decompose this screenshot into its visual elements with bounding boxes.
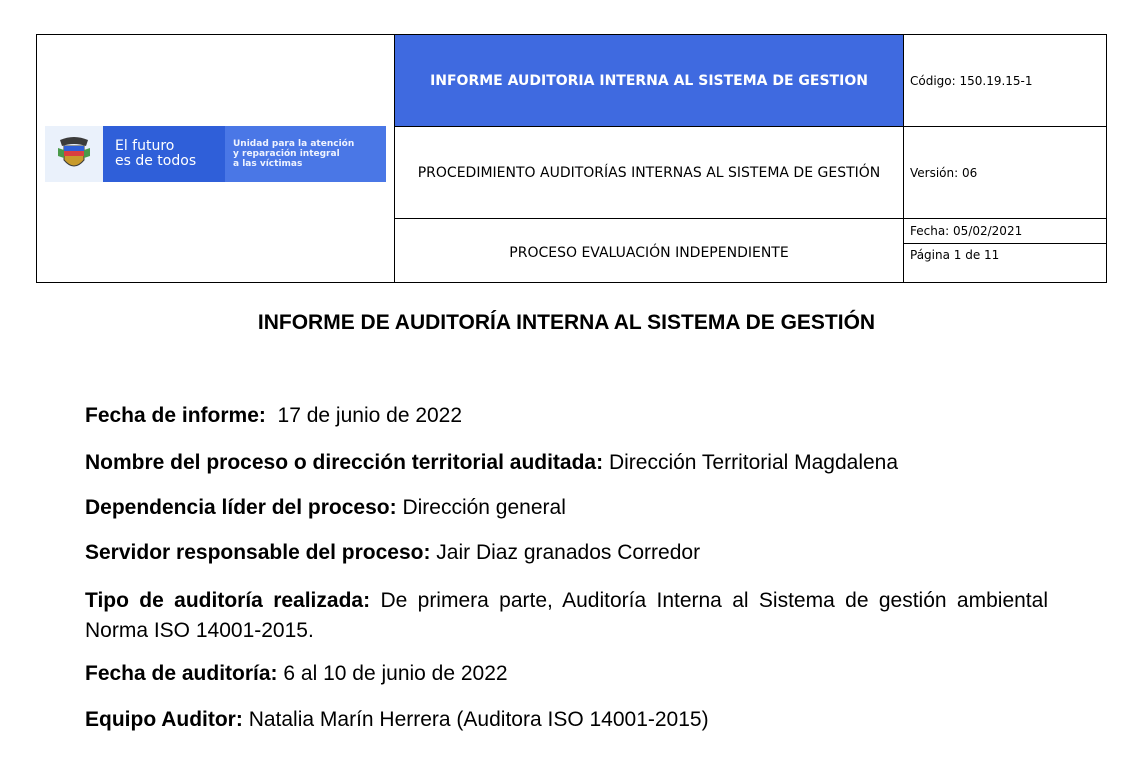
page-title: INFORME DE AUDITORÍA INTERNA AL SISTEMA DE GESTIÓN [257,311,876,334]
field-value: Jair Diaz granados Corredor [436,541,701,564]
field-value: De primera parte, Auditoría Interna al Sistema de gestión ambiental Norma ISO 14001-2015. [85,589,1048,642]
field-label: Dependencia líder del proceso: [85,496,397,519]
logo-entity-line3: a las víctimas [233,159,303,169]
entity-logo [45,126,386,182]
field-audit-type [85,586,1048,646]
header-process-text: PROCESO EVALUACIÓN INDEPENDIENTE [509,244,789,261]
field-label: Equipo Auditor: [85,708,243,731]
logo-cell [37,35,395,283]
header-date: Fecha: 05/02/2021 [904,219,1106,244]
header-version: Versión: 06 [904,127,1107,219]
header-page: Página 1 de 11 [910,248,1000,262]
header-code: Código: 150.19.15-1 [904,35,1107,127]
field-label: Nombre del proceso o dirección territorial auditada: [85,451,604,474]
field-audit-team [85,706,1048,733]
logo-entity-line1: Unidad para la atención [233,139,355,149]
field-report-date [85,402,1048,429]
logo-entity-line2: y reparación integral [233,149,340,159]
header-procedure: PROCEDIMIENTO AUDITORÍAS INTERNAS AL SISTEMA DE GESTIÓN [395,127,904,219]
logo-slogan-line1: El futuro [115,138,175,154]
field-label: Fecha de auditoría: [85,662,278,685]
document-header-table [36,34,1107,283]
field-label: Tipo de auditoría realizada: [85,589,371,612]
field-responsible-servant [85,539,1048,566]
field-value: Natalia Marín Herrera (Auditora ISO 14001-2015) [248,708,709,731]
coat-of-arms-icon [45,126,103,182]
field-process-name [85,449,1048,476]
logo-slogan [103,126,225,182]
header-date-page-cell [904,219,1107,283]
field-audit-date [85,660,1048,687]
field-value: Dirección general [402,496,566,519]
field-value: 17 de junio de 2022 [277,404,463,427]
header-title: INFORME AUDITORIA INTERNA AL SISTEMA DE GESTION [395,35,904,127]
field-label: Fecha de informe: [85,404,266,427]
field-value: 6 al 10 de junio de 2022 [283,662,508,685]
field-value: Dirección Territorial Magdalena [608,451,899,474]
header-process [395,219,904,283]
logo-entity-name [225,126,386,182]
field-lead-dependency [85,494,1048,521]
field-label: Servidor responsable del proceso: [85,541,431,564]
logo-slogan-line2: es de todos [115,153,197,169]
